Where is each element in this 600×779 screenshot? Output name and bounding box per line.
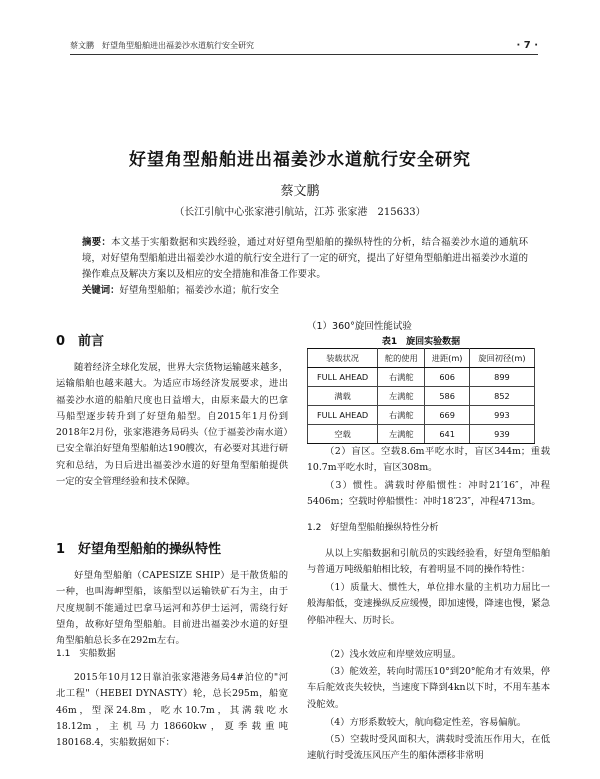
paper-title: 好望角型船舶进出福姜沙水道航行安全研究 <box>129 150 471 170</box>
author: 蔡文鹏 <box>280 184 320 199</box>
running-head <box>70 40 538 55</box>
section-1-paragraph: 好望角型船舶（CAPESIZE SHIP）是干散货船的一种，也叫海岬型船，该船型以运输铁矿石为主，由于尺度规制不能通过巴拿马运河和苏伊士运河，需绕行好望角，故称好望角型船舶。目前进出福姜沙水道的好望角型船舶总长多在292m左右。 <box>56 570 288 647</box>
abstract <box>82 235 528 283</box>
section-1-heading: 1 好望角型船舶的操纵特性 <box>56 542 222 557</box>
table-cell: FULL AHEAD <box>308 368 378 387</box>
keywords-label: 关键词： <box>82 285 120 296</box>
table-row <box>308 406 535 425</box>
characteristic-item: （4）方形系数较大，航向稳定性差，容易偏航。 <box>325 717 527 728</box>
table-cell: 669 <box>425 406 470 425</box>
table-cell: 左满舵 <box>378 425 425 444</box>
table-header: 进距(m) <box>425 349 470 368</box>
table-cell: 586 <box>425 387 470 406</box>
affiliation: （长江引航中心张家港引航站，江苏 张家港 215633） <box>174 207 426 218</box>
page-number: · 7 · <box>516 40 538 51</box>
table-cell: 852 <box>469 387 534 406</box>
table-cell: 641 <box>425 425 470 444</box>
section-1-2-paragraph: 从以上实船数据和引航员的实践经验看，好望角型船舶与普通万吨级船舶相比较，有着明显不同的操作特性： <box>307 548 550 576</box>
table-row <box>308 387 535 406</box>
blind-zone-item: （2）盲区。空载8.6m平吃水时，盲区344m；重载10.7m平吃水时，盲区308m。 <box>307 446 550 474</box>
abstract-text: 本文基于实船数据和实践经验，通过对好望角型船舶的操纵特性的分析，结合福姜沙水道的通航环境，对好望角型船舶进出福姜沙水道的航行安全进行了一定的研究，提出了好望角型船舶进出福姜沙水道的操作难点及解决方案以及相应的安全措施和准备工作要求。 <box>82 237 528 280</box>
characteristic-item: （3）舵效差，转向时需压10°到20°舵角才有效果，停车后舵效丧失较快，当速度下降到4kn以下时，不用车基本没舵效。 <box>307 666 550 710</box>
table-header: 舵的使用 <box>378 349 425 368</box>
abstract-label: 摘要： <box>82 237 112 248</box>
section-0-paragraph: 随着经济全球化发展，世界大宗货物运输越来越多，运输船舶也越来越大。为适应市场经济发展要求，进出福姜沙水道的船舶尺度也日益增大，由原来最大的巴拿马船型逐步转升到了好望角船型。自2015年1月份到2018年2月份，张家港港务局码头（位于福姜沙南水道）已安全靠泊好望角型船舶达190艘次，有必要对其进行研究和总结，为日后进出福姜沙水道的好望角型船舶提供一定的安全管理经验和技术保障。 <box>56 362 288 488</box>
characteristic-item: （5）空载时受风面积大，满载时受流压作用大，在低速航行时受流压风压产生的船体漂移非常明 <box>307 734 550 762</box>
section-1-1-paragraph: 2015年10月12日靠泊张家港港务局4#泊位的"河北工程"（HEBEI DYNASTY）轮，总长295m，船宽46m，型深24.8m，吃水10.7m，其满载吃水18.12m，主机马力18660kw，夏季载重吨180168.4，实船数据如下： <box>56 672 288 749</box>
table-cell: 满载 <box>308 387 378 406</box>
keywords-text: 好望角型船舶；福姜沙水道；航行安全 <box>119 285 279 296</box>
table-cell: 右满舵 <box>378 406 425 425</box>
table-header: 装载状况 <box>308 349 378 368</box>
turning-test-heading: （1）360°旋回性能试验 <box>307 321 412 332</box>
table-header: 旋回初径(m) <box>469 349 534 368</box>
section-1-1-heading: 1.1 实船数据 <box>56 649 116 659</box>
table-cell: 939 <box>469 425 534 444</box>
running-title: 蔡文鹏 好望角型船舶进出福姜沙水道航行安全研究 <box>70 41 254 50</box>
section-1-2-heading: 1.2 好望角型船舶操纵特性分析 <box>307 523 439 533</box>
table-cell: FULL AHEAD <box>308 406 378 425</box>
table-cell: 空载 <box>308 425 378 444</box>
keywords <box>82 283 528 299</box>
characteristic-item: （1）质量大、惯性大，单位排水量的主机功力屈比一般海船低，变速操纵反应缓慢，即加速慢，降速也慢，紧急停船冲程大、历时长。 <box>307 582 550 626</box>
table-row <box>308 425 535 444</box>
turning-data-table <box>307 348 535 444</box>
table-caption: 表1 旋回实验数据 <box>381 337 461 347</box>
characteristic-item: （2）浅水效应和岸壁效应明显。 <box>325 649 462 660</box>
table-cell: 993 <box>469 406 534 425</box>
table-row <box>308 368 535 387</box>
section-0-heading: 0 前言 <box>56 334 105 349</box>
table-cell: 右满舵 <box>378 368 425 387</box>
inertia-item: （3）惯性。满载时停船惯性：冲时21′16″，冲程5406m；空载时停船惯性：冲时18′23″，冲程4713m。 <box>307 480 550 508</box>
table-cell: 606 <box>425 368 470 387</box>
table-cell: 899 <box>469 368 534 387</box>
table-cell: 左满舵 <box>378 387 425 406</box>
